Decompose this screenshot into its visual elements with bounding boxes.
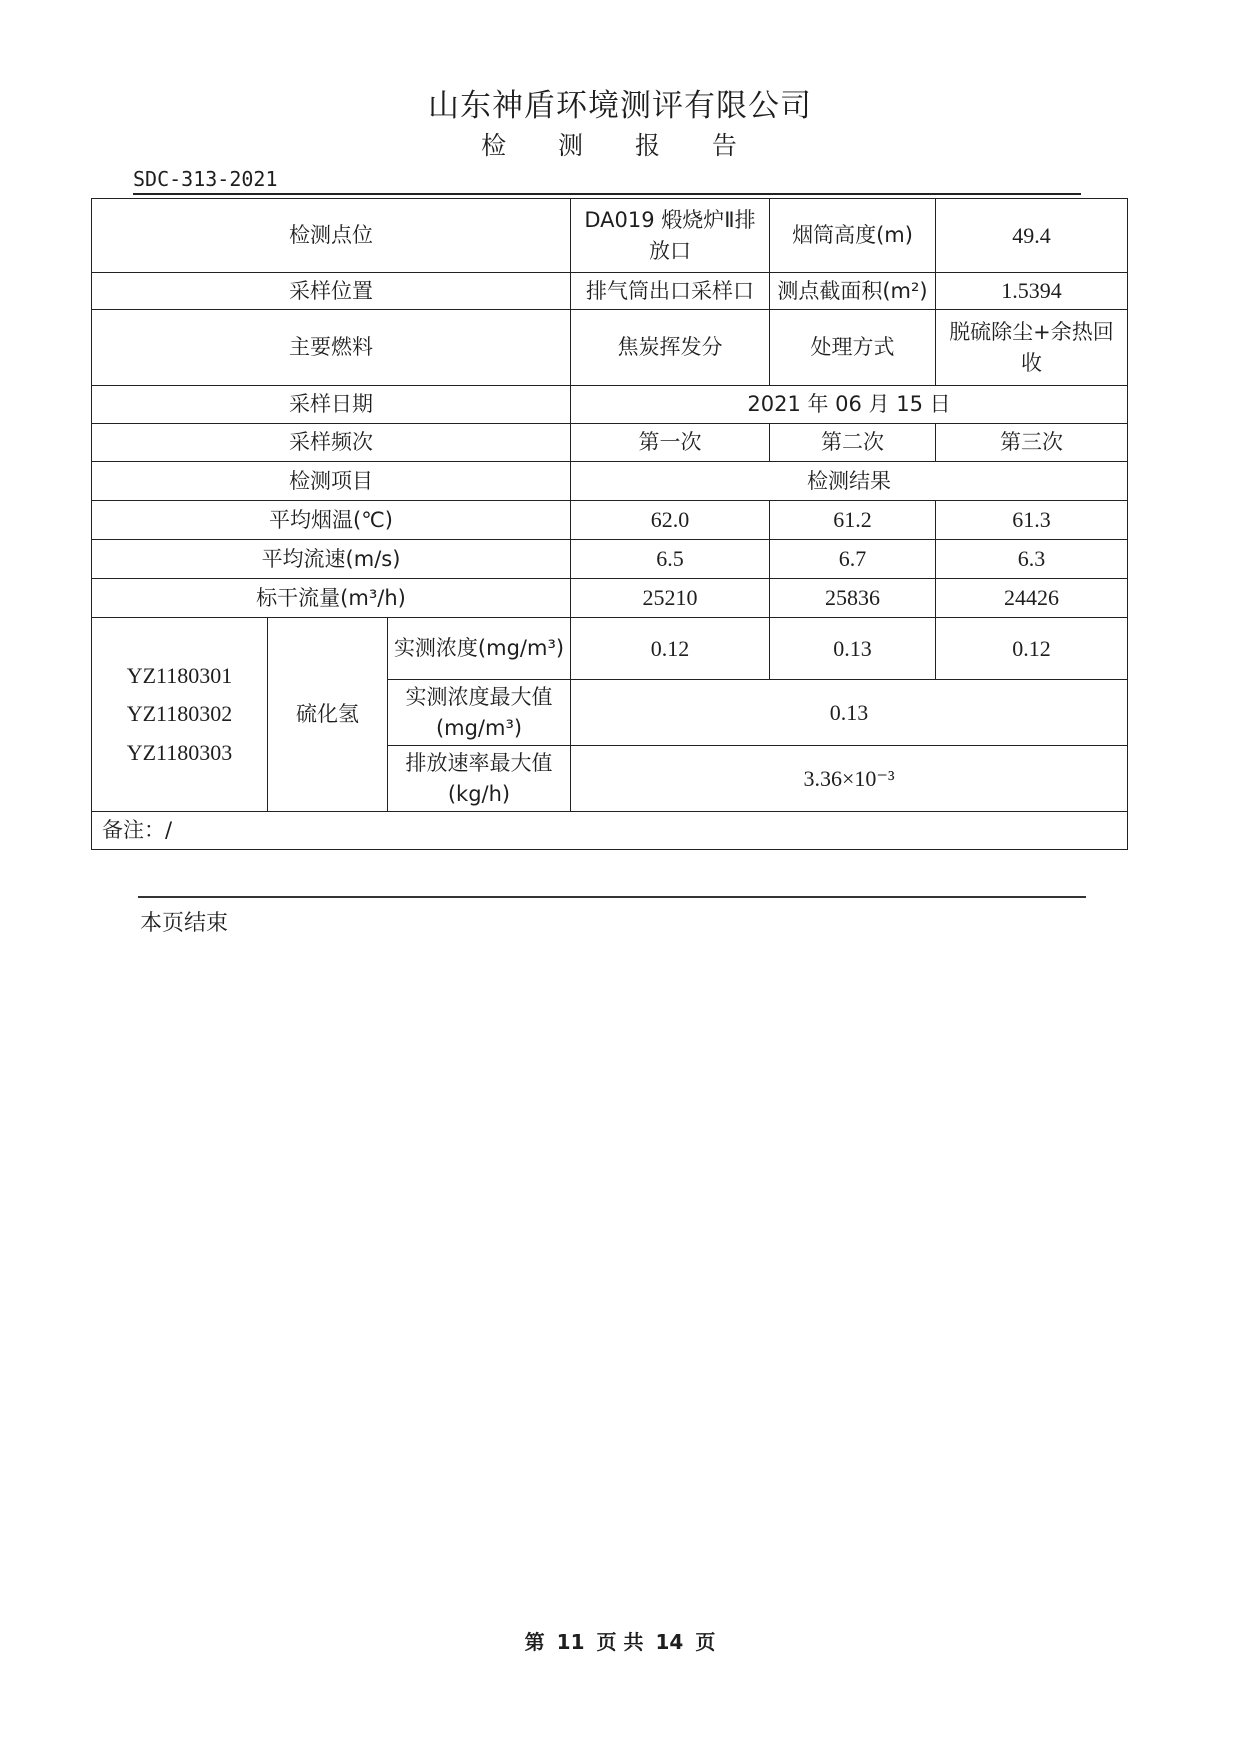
frequency-3: 第三次 <box>936 424 1128 462</box>
row-point <box>92 199 1128 273</box>
concentration-max-label: 实测浓度最大值(mg/m³) <box>388 680 571 746</box>
sample-id: YZ1180301 <box>126 662 233 688</box>
sample-id: YZ1180302 <box>126 701 233 727</box>
row-frequency <box>92 424 1128 462</box>
sample-id: YZ1180303 <box>126 739 233 765</box>
company-name: 山东神盾环境测评有限公司 <box>428 88 812 124</box>
frequency-label: 采样频次 <box>92 424 571 462</box>
footer-prefix: 第 <box>524 1630 545 1654</box>
area-value: 1.5394 <box>936 273 1128 310</box>
document-title: 检 测 报 告 <box>481 131 759 160</box>
fuel-value: 焦炭挥发分 <box>571 310 770 386</box>
treatment-value: 脱硫除尘+余热回收 <box>936 310 1128 386</box>
row-item-header <box>92 462 1128 501</box>
row-concentration <box>92 618 1128 680</box>
report-number: SDC-313-2021 <box>133 167 278 191</box>
sample-ids <box>92 618 268 812</box>
row-value: 24426 <box>936 579 1128 618</box>
row-date <box>92 386 1128 424</box>
footer-total: 14 <box>655 1630 684 1654</box>
row-value: 61.3 <box>936 501 1128 540</box>
page-footer <box>0 1626 1240 1655</box>
row-label: 标干流量(m³/h) <box>92 579 571 618</box>
date-label: 采样日期 <box>92 386 571 424</box>
stack-height-label: 烟筒高度(m) <box>770 199 936 273</box>
concentration-label: 实测浓度(mg/m³) <box>388 618 571 680</box>
footer-page: 11 <box>556 1630 585 1654</box>
header-rule <box>133 193 1081 195</box>
concentration-value: 0.12 <box>936 618 1128 680</box>
table-row <box>92 579 1128 618</box>
frequency-2: 第二次 <box>770 424 936 462</box>
footer-suffix: 页 <box>695 1630 716 1654</box>
table-row <box>92 540 1128 579</box>
position-value: 排气筒出口采样口 <box>571 273 770 310</box>
row-position <box>92 273 1128 310</box>
point-label: 检测点位 <box>92 199 571 273</box>
results-table <box>91 198 1128 850</box>
area-label: 测点截面积(m²) <box>770 273 936 310</box>
row-value: 61.2 <box>770 501 936 540</box>
pollutant-name: 硫化氢 <box>268 618 388 812</box>
item-label: 检测项目 <box>92 462 571 501</box>
row-value: 25836 <box>770 579 936 618</box>
date-value: 2021 年 06 月 15 日 <box>571 386 1128 424</box>
row-value: 6.7 <box>770 540 936 579</box>
position-label: 采样位置 <box>92 273 571 310</box>
frequency-1: 第一次 <box>571 424 770 462</box>
row-fuel <box>92 310 1128 386</box>
page-end-note: 本页结束 <box>140 911 229 936</box>
row-value: 6.5 <box>571 540 770 579</box>
rate-max-value: 3.36×10⁻³ <box>571 746 1128 812</box>
rate-max-label: 排放速率最大值(kg/h) <box>388 746 571 812</box>
concentration-value: 0.12 <box>571 618 770 680</box>
result-label: 检测结果 <box>571 462 1128 501</box>
concentration-value: 0.13 <box>770 618 936 680</box>
point-value: DA019 煅烧炉Ⅱ排放口 <box>571 199 770 273</box>
footer-middle: 页 共 <box>596 1630 644 1654</box>
row-remark <box>92 812 1128 850</box>
page-end-rule <box>138 896 1086 898</box>
table-row <box>92 501 1128 540</box>
row-label: 平均烟温(℃) <box>92 501 571 540</box>
row-value: 6.3 <box>936 540 1128 579</box>
fuel-label: 主要燃料 <box>92 310 571 386</box>
remark: 备注：/ <box>92 812 1128 850</box>
concentration-max-value: 0.13 <box>571 680 1128 746</box>
stack-height-value: 49.4 <box>936 199 1128 273</box>
row-value: 25210 <box>571 579 770 618</box>
row-label: 平均流速(m/s) <box>92 540 571 579</box>
treatment-label: 处理方式 <box>770 310 936 386</box>
row-value: 62.0 <box>571 501 770 540</box>
